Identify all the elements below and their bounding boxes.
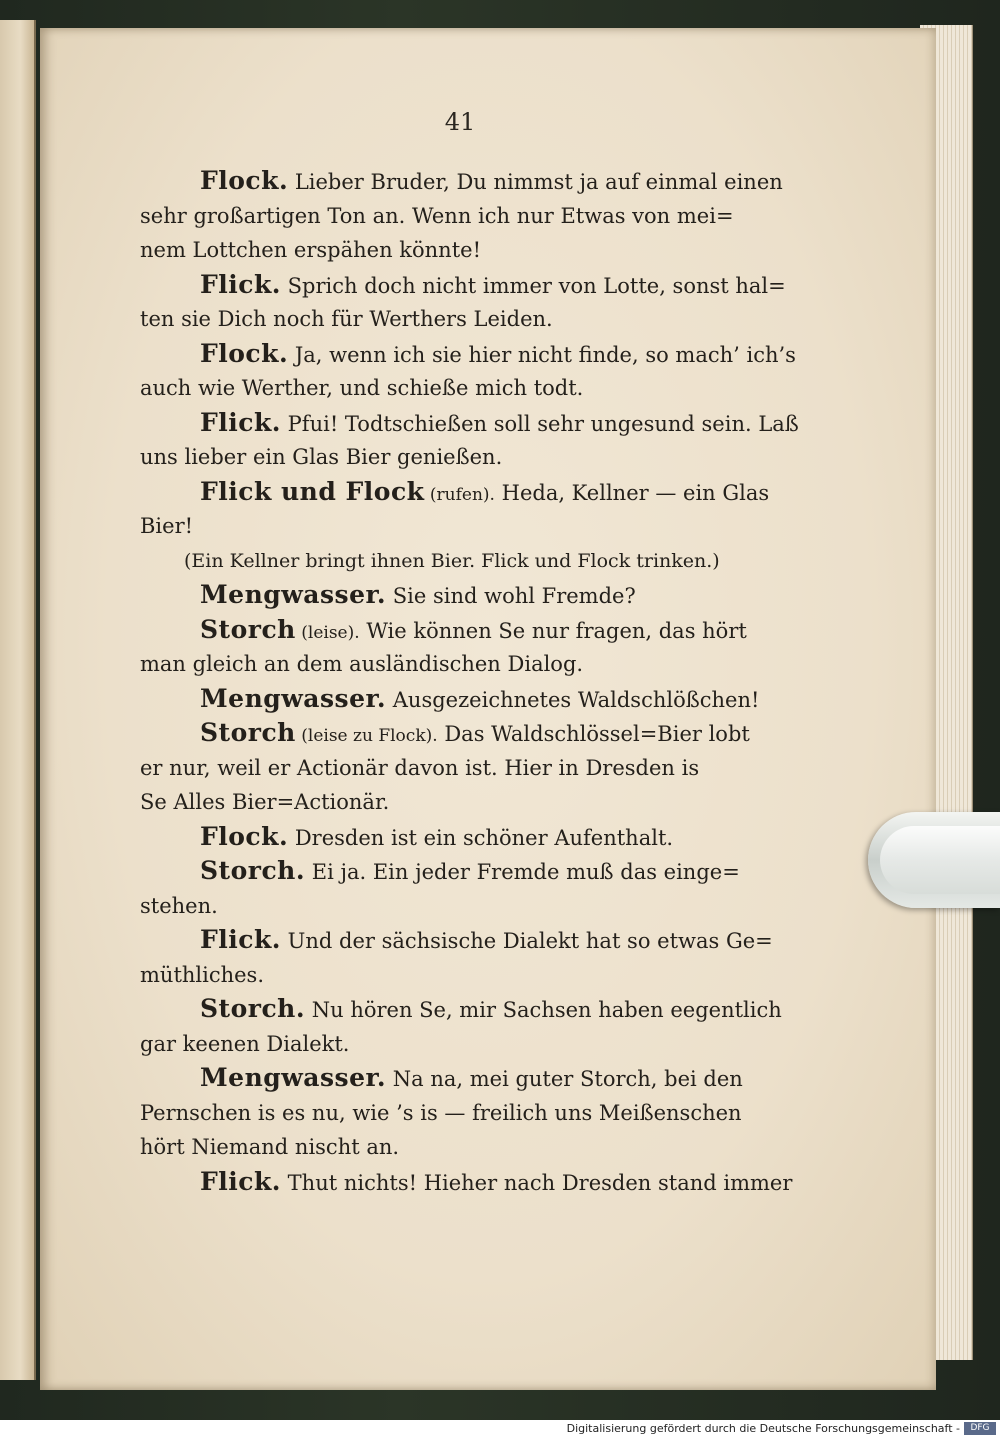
speaker-name: Flick.	[200, 925, 281, 954]
text-line	[140, 233, 772, 268]
line-text: man gleich an dem ausländischen Dialog.	[140, 652, 584, 676]
text-line	[140, 889, 772, 924]
stage-direction: (Ein Kellner bringt ihnen Bier. Flick und Flock trinken.)	[184, 549, 720, 572]
speaker-direction: (rufen).	[424, 484, 495, 505]
text-line	[140, 440, 772, 475]
text-line	[140, 647, 772, 682]
paper-clip-highlight	[880, 826, 1000, 894]
line-text: Pernschen is es nu, wie ’s is — freilich uns Meißenschen	[140, 1100, 742, 1125]
text-line	[140, 578, 772, 613]
line-text: Thut nichts! Hieher nach Dresden stand immer	[281, 1170, 793, 1195]
speaker-direction: (leise).	[295, 622, 360, 643]
speaker-name: Storch.	[200, 856, 306, 885]
text-line	[140, 371, 772, 406]
text-line	[140, 682, 772, 717]
text-line	[140, 751, 772, 786]
dfg-logo: DFG	[964, 1422, 996, 1435]
line-text: stehen.	[140, 893, 218, 918]
page-number: 41	[444, 108, 476, 136]
text-line	[140, 992, 782, 1027]
left-page-edge	[0, 20, 36, 1380]
line-text: er nur, weil er Actionär davon ist. Hier in Dresden is	[140, 755, 700, 780]
line-text: hört Niemand nischt an.	[140, 1135, 400, 1159]
text-line	[140, 716, 772, 751]
speaker-name: Storch	[200, 614, 296, 644]
speaker-name: Mengwasser.	[200, 1063, 387, 1092]
text-line	[140, 1165, 793, 1200]
line-text: müthliches.	[140, 962, 265, 987]
line-text: gar keenen Dialekt.	[140, 1031, 350, 1056]
line-text: Dresden ist ein schöner Aufenthalt.	[288, 825, 674, 850]
line-text: Lieber Bruder, Du nimmst ja auf einmal einen	[288, 170, 783, 194]
text-line	[140, 302, 772, 337]
line-text: Ja, wenn ich sie hier nicht finde, so mach’ ich’s	[288, 342, 796, 367]
text-line	[140, 1130, 772, 1165]
text-line	[140, 164, 783, 199]
line-text: Sprich doch nicht immer von Lotte, sonst hal=	[281, 273, 786, 298]
speaker-name: Flick.	[200, 269, 281, 299]
speaker-name: Storch.	[200, 994, 306, 1023]
text-line	[140, 509, 772, 544]
speaker-name: Flick.	[200, 407, 281, 437]
line-text: sehr großartigen Ton an. Wenn ich nur Etwas von mei=	[140, 203, 734, 228]
speaker-direction: (leise zu Flock).	[295, 726, 438, 746]
line-text: Na na, mei guter Storch, bei den	[386, 1067, 743, 1091]
text-line	[140, 1096, 772, 1131]
line-text: uns lieber ein Glas Bier genießen.	[140, 445, 503, 469]
line-text: Und der sächsische Dialekt hat so etwas Ge=	[281, 929, 773, 953]
speaker-name: Flick und Flock	[200, 476, 425, 506]
text-block	[140, 164, 799, 1199]
text-line	[140, 199, 772, 234]
text-line	[140, 613, 772, 648]
text-line	[140, 406, 799, 441]
text-line	[140, 923, 772, 958]
line-text: Sie sind wohl Fremde?	[386, 584, 636, 608]
line-text: Bier!	[140, 514, 194, 538]
line-text: Ei ja. Ein jeder Fremde muß das einge=	[305, 860, 740, 884]
stage-direction-line	[140, 544, 772, 579]
speaker-name: Mengwasser.	[200, 580, 387, 609]
line-text: Das Waldschlössel=Bier lobt	[437, 722, 750, 746]
text-line	[140, 1027, 772, 1062]
line-text: Pfui! Todtschießen soll sehr ungesund sein. Laß	[281, 411, 799, 436]
text-line	[140, 958, 772, 993]
line-text: Nu hören Se, mir Sachsen haben eegentlich	[305, 998, 782, 1022]
text-line	[140, 475, 772, 510]
speaker-name: Flock.	[200, 166, 289, 195]
footer-credit: Digitalisierung gefördert durch die Deutsche Forschungsgemeinschaft -	[566, 1422, 960, 1435]
text-line	[140, 337, 796, 372]
line-text: ten sie Dich noch für Werthers Leiden.	[140, 307, 553, 331]
speaker-name: Flick.	[200, 1166, 281, 1196]
text-line	[140, 820, 772, 855]
text-line	[140, 1061, 772, 1096]
text-line	[140, 785, 772, 820]
line-text: Heda, Kellner — ein Glas	[494, 480, 770, 505]
speaker-name: Mengwasser.	[200, 683, 387, 713]
speaker-name: Storch	[200, 718, 296, 747]
text-line	[140, 268, 786, 303]
line-text: Se Alles Bier=Actionär.	[140, 790, 390, 814]
line-text: Wie können Se nur fragen, das hört	[359, 618, 747, 643]
speaker-name: Flock.	[200, 821, 289, 851]
line-text: Ausgezeichnetes Waldschlößchen!	[386, 687, 760, 712]
text-line	[140, 854, 772, 889]
line-text: nem Lottchen erspähen könnte!	[140, 238, 482, 262]
footer-bar	[0, 1420, 1000, 1437]
speaker-name: Flock.	[200, 338, 289, 368]
line-text: auch wie Werther, und schieße mich todt.	[140, 376, 584, 400]
